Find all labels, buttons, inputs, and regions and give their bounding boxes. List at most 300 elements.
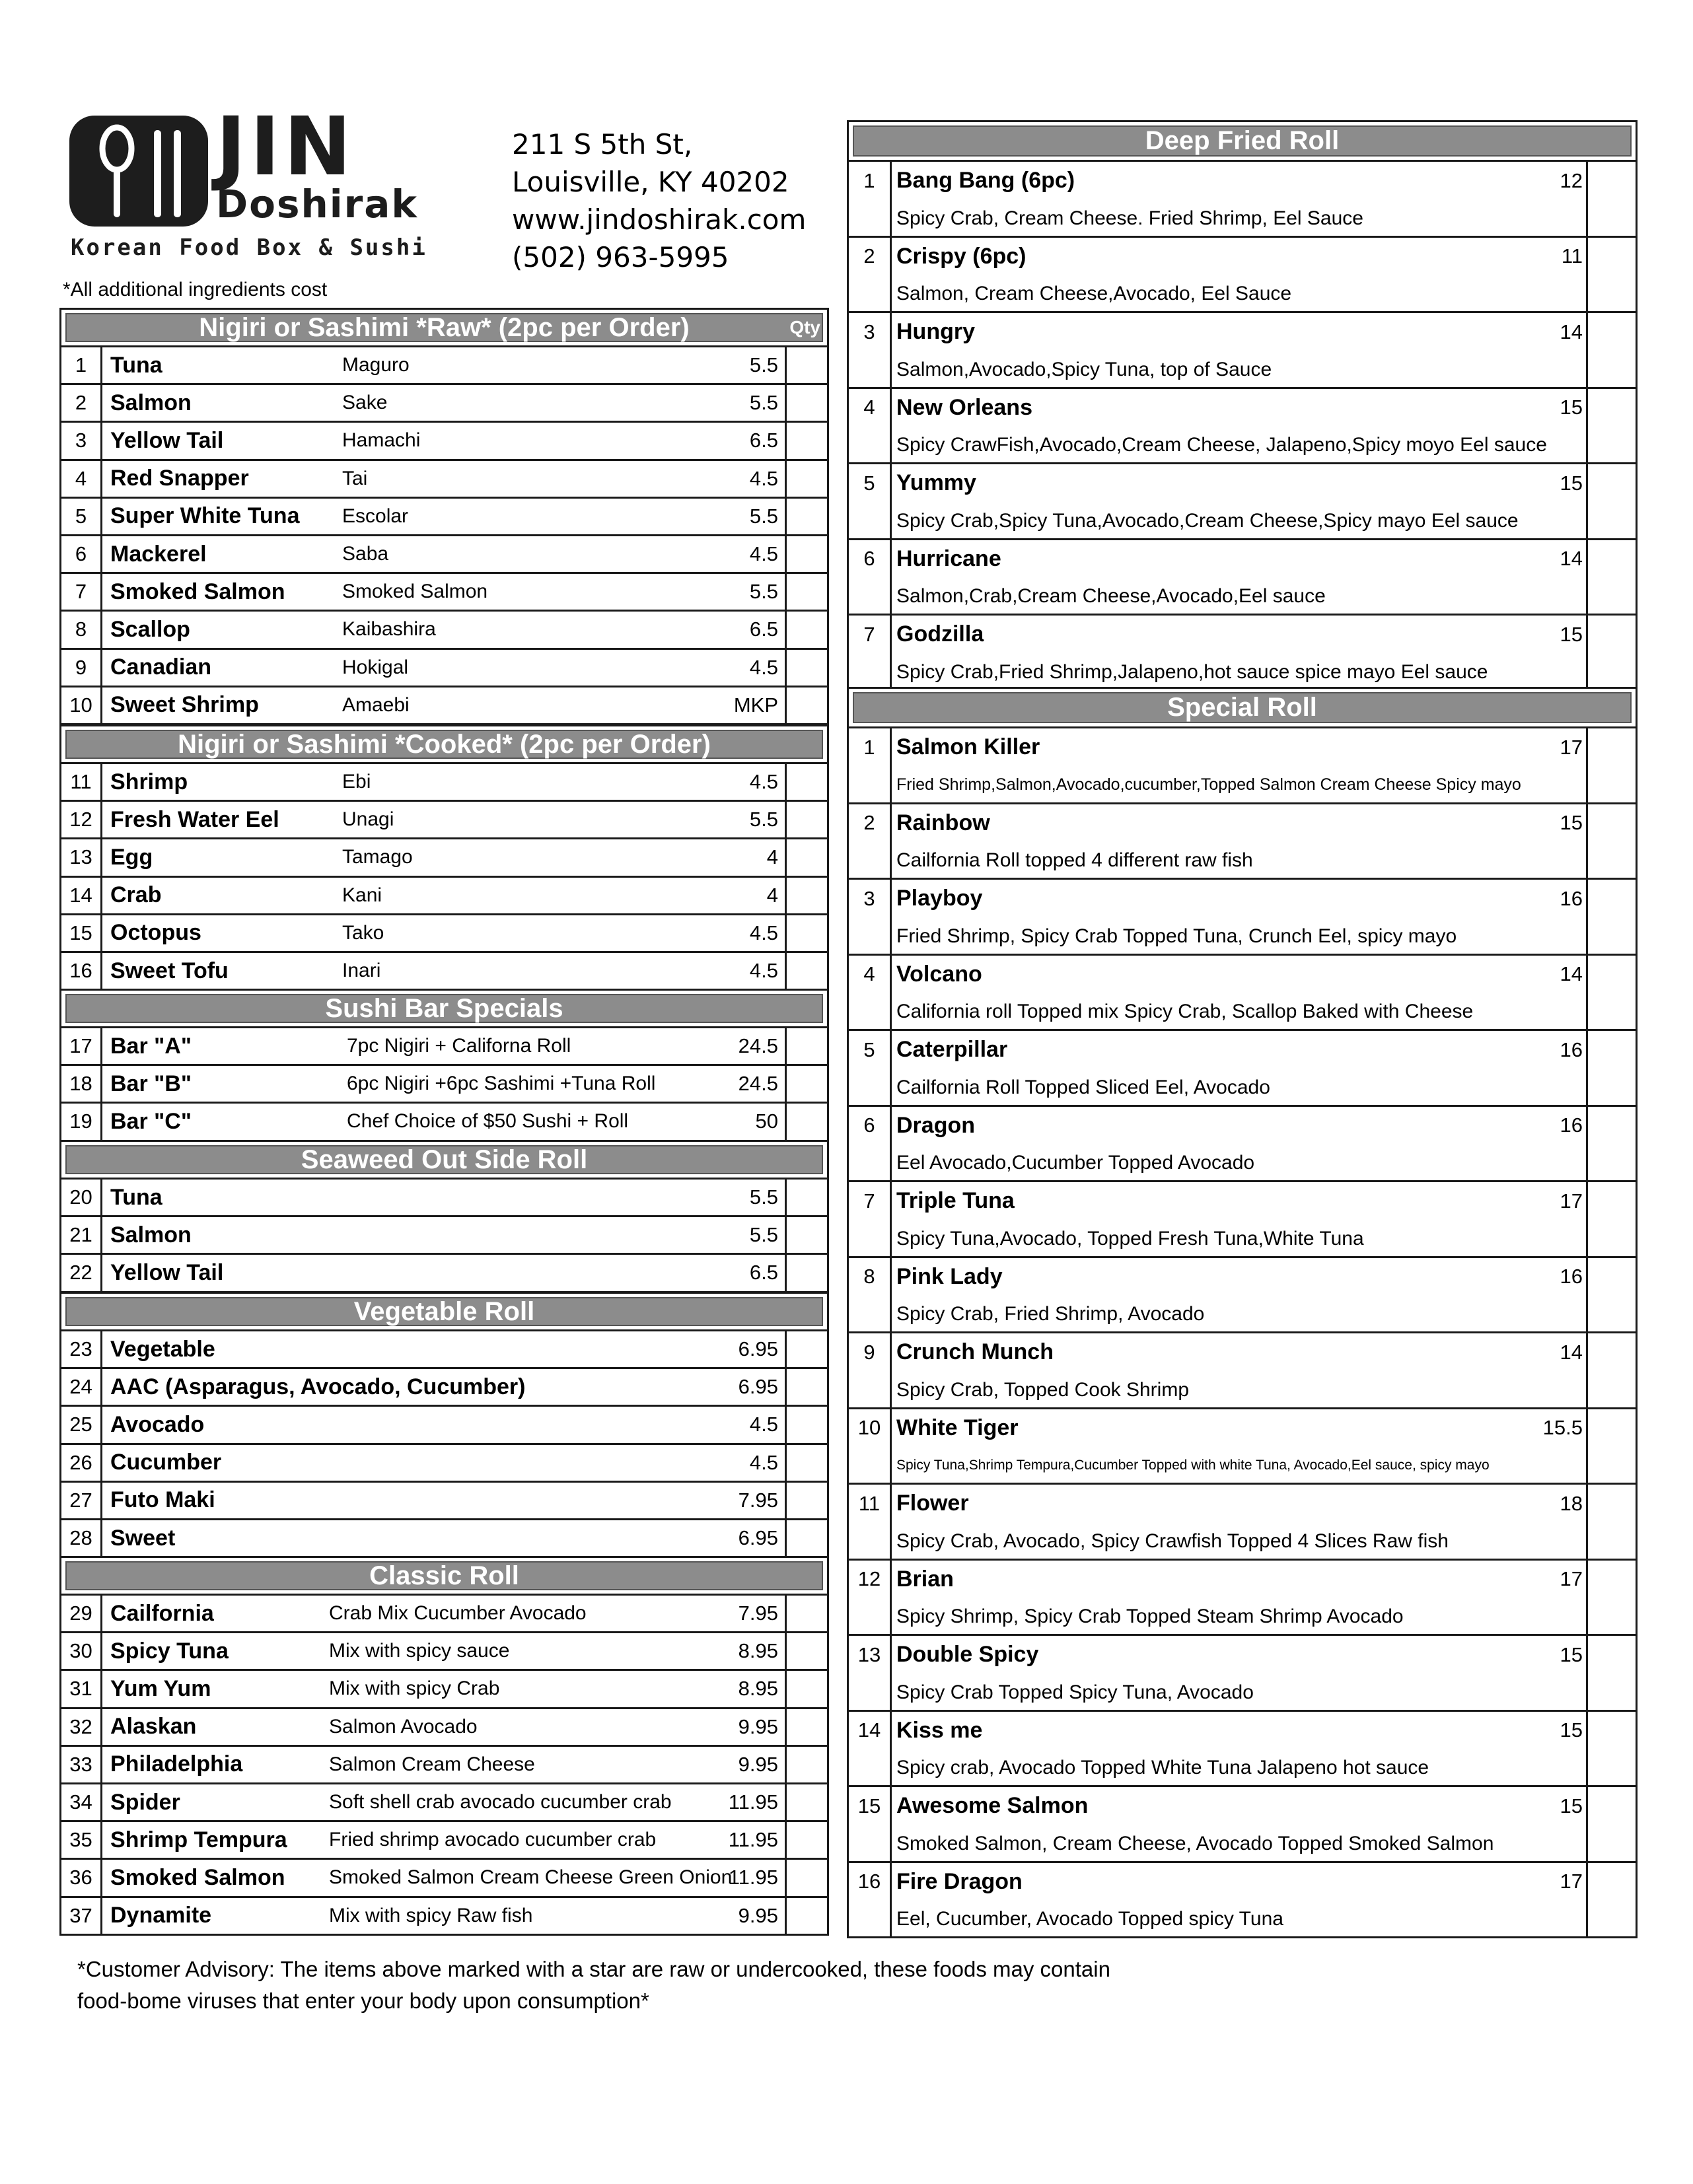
qty-cell[interactable] [785,1747,827,1782]
item-number: 33 [61,1747,102,1782]
section-title: Nigiri or Sashimi *Raw* (2pc per Order) [199,312,690,342]
item-name: Smoked Salmon [110,579,285,604]
item-price: 14 [1560,547,1583,570]
item-name: Super White Tuna [110,503,300,529]
item-name: Hungry [896,319,975,344]
menu-item-row [61,1407,827,1444]
item-number: 15 [857,1794,881,1817]
item-price: 5.5 [749,1185,778,1209]
item-name: Triple Tuna [896,1188,1015,1213]
item-description: Smoked Salmon Cream Cheese Green Onion [329,1866,733,1889]
item-price: 17 [1560,1870,1583,1893]
item-name: Tuna [110,1184,162,1210]
item-number: 3 [61,423,102,458]
item-price: 15 [1560,396,1583,419]
item-number: 7 [863,622,875,646]
item-description: Eel Avocado,Cucumber Topped Avocado [896,1152,1255,1174]
item-description: Spicy Crab,Fried Shrimp,Jalapeno,hot sauce spice mayo Eel sauce [896,660,1488,683]
item-description: Salmon Avocado [329,1715,478,1738]
menu-item-row [849,728,1636,804]
qty-cell[interactable] [1586,464,1636,538]
number-divider [890,313,892,387]
menu-item-row [61,1104,827,1141]
menu-item-row [61,1331,827,1369]
item-number: 13 [61,839,102,875]
menu-item-row [849,1712,1636,1788]
item-name: Volcano [896,961,982,987]
item-number: 25 [61,1407,102,1442]
menu-item-row [61,839,827,877]
item-price: 9.95 [738,1903,778,1927]
qty-cell[interactable] [1586,616,1636,689]
section-header [59,989,829,1028]
qty-cell[interactable] [785,1596,827,1631]
item-name: Crispy (6pc) [896,243,1027,269]
number-divider [890,1031,892,1105]
qty-cell[interactable] [1586,313,1636,387]
section-grid [847,728,1638,1938]
item-name: Red Snapper [110,466,249,491]
logo-tagline: Korean Food Box & Sushi [71,234,427,261]
qty-cell[interactable] [785,1671,827,1707]
item-name: New Orleans [896,394,1032,420]
item-price: 6.5 [749,617,778,641]
item-description: 6pc Nigiri +6pc Sashimi +Tuna Roll [347,1073,656,1095]
menu-item-row [849,389,1636,465]
item-number: 12 [61,802,102,837]
item-description: Fried shrimp avocado cucumber crab [329,1829,657,1851]
number-divider [890,1182,892,1256]
item-number: 30 [61,1633,102,1669]
number-divider [890,956,892,1030]
item-name: Yum Yum [110,1675,211,1701]
item-number: 27 [61,1483,102,1518]
item-price: 4.5 [749,770,778,794]
item-name: Alaskan [110,1714,197,1740]
qty-cell[interactable] [785,347,827,383]
item-number: 35 [61,1822,102,1858]
qty-cell[interactable] [1586,956,1636,1030]
qty-cell[interactable] [785,1217,827,1253]
item-name: Sweet Tofu [110,958,229,983]
item-name: Yellow Tail [110,427,224,453]
item-description: Spicy Crab Topped Spicy Tuna, Avocado [896,1681,1254,1703]
qty-cell[interactable] [785,1104,827,1139]
menu-item-row [61,423,827,460]
qty-cell[interactable] [785,1784,827,1820]
item-description: Fried Shrimp,Salmon,Avocado,cucumber,Topped Salmon Cream Cheese Spicy mayo [896,775,1521,794]
item-name: Brian [896,1566,954,1592]
item-price: 11.95 [728,1866,778,1889]
menu-item-row [61,1860,827,1897]
item-price: 5.5 [749,808,778,831]
item-description: Spicy Shrimp, Spicy Crab Topped Steam Shrimp Avocado [896,1605,1404,1627]
item-description: Ebi [342,771,371,793]
item-price: 8.95 [738,1639,778,1663]
item-price: 4.5 [749,655,778,679]
item-name: Dragon [896,1112,975,1138]
qty-cell[interactable] [785,1633,827,1669]
qty-cell[interactable] [1586,540,1636,614]
menu-item-row [849,1182,1636,1258]
item-price: 24.5 [738,1034,778,1058]
item-description: Tako [342,921,384,944]
item-description: Smoked Salmon, Cream Cheese, Avocado Topped Smoked Salmon [896,1832,1494,1854]
qty-cell[interactable] [785,536,827,572]
section-grid [59,1331,829,1558]
item-description: Cailfornia Roll topped 4 different raw fish [896,849,1253,871]
number-divider [890,238,892,312]
menu-item-row [849,540,1636,616]
item-description: Escolar [342,505,409,527]
item-description: Crab Mix Cucumber Avocado [329,1602,587,1625]
qty-cell[interactable] [785,1407,827,1442]
menu-item-row [61,1217,827,1255]
menu-item-row [61,499,827,536]
qty-cell[interactable] [785,839,827,875]
qty-cell[interactable] [1586,1485,1636,1559]
menu-item-row [849,464,1636,540]
item-description: Salmon,Crab,Cream Cheese,Avocado,Eel sauce [896,585,1326,607]
section-grid [59,1596,829,1936]
number-divider [890,616,892,689]
qty-cell[interactable] [785,687,827,723]
item-description: Spicy CrawFish,Avocado,Cream Cheese, Jalapeno,Spicy moyo Eel sauce [896,434,1547,456]
item-number: 11 [858,1491,881,1515]
item-name: Tuna [110,352,162,378]
item-description: Soft shell crab avocado cucumber crab [329,1791,672,1814]
item-number: 18 [61,1066,102,1102]
item-name: Bar "B" [110,1071,192,1096]
qty-cell[interactable] [785,915,827,951]
qty-cell[interactable] [1586,1561,1636,1635]
menu-item-row [849,162,1636,238]
item-number: 2 [61,385,102,421]
item-description: California roll Topped mix Spicy Crab, Scallop Baked with Cheese [896,1001,1474,1022]
menu-item-row [849,1333,1636,1409]
item-description: Spicy Tuna,Avocado, Topped Fresh Tuna,White Tuna [896,1227,1364,1250]
item-price: 11.95 [728,1790,778,1814]
item-number: 17 [61,1028,102,1064]
item-number: 7 [863,1189,875,1213]
section-title: Sushi Bar Specials [325,993,563,1023]
menu-item-row [61,1369,827,1407]
menu-item-row [61,1633,827,1671]
qty-cell[interactable] [1586,389,1636,463]
item-price: 4 [766,883,778,907]
logo-brand: JIN [216,100,355,194]
item-description: Saba [342,543,389,565]
qty-cell[interactable] [785,1445,827,1481]
item-name: Bar "A" [110,1033,192,1059]
section-title: Nigiri or Sashimi *Cooked* (2pc per Order) [178,729,711,759]
section-title: Deep Fried Roll [1145,126,1340,155]
menu-item-row [849,1107,1636,1183]
qty-cell[interactable] [785,1028,827,1064]
qty-cell[interactable] [1586,162,1636,236]
item-description: Salmon,Avocado,Spicy Tuna, top of Sauce [896,358,1272,380]
item-description: Kani [342,884,382,906]
number-divider [890,1485,892,1559]
item-name: Spider [110,1789,180,1815]
menu-item-row [849,956,1636,1032]
item-description: Eel, Cucumber, Avocado Topped spicy Tuna [896,1908,1283,1930]
menu-item-row [849,616,1636,691]
section-title: Vegetable Roll [353,1296,535,1326]
section-header [59,308,829,347]
qty-cell[interactable] [1586,1333,1636,1407]
qty-cell[interactable] [1586,880,1636,954]
item-price: 8.95 [738,1677,778,1701]
section-grid [847,162,1638,691]
item-price: 16 [1560,1038,1583,1061]
qty-cell[interactable] [1586,1107,1636,1181]
website[interactable]: www.jindoshirak.com [512,203,807,236]
item-description: Salmon, Cream Cheese,Avocado, Eel Sauce [896,283,1292,304]
item-description: Spicy Tuna,Shrimp Tempura,Cucumber Topped with white Tuna, Avocado,Eel sauce, spicy mayo [896,1458,1490,1473]
item-description: Mix with spicy Raw fish [329,1904,533,1926]
qty-cell[interactable] [1586,1636,1636,1710]
item-price: 5.5 [749,504,778,528]
item-number: 6 [61,536,102,572]
item-price: 16 [1560,1113,1583,1137]
customer-advisory: *Customer Advisory: The items above marked with a star are raw or undercooked, these foods may contain food-bome viruses that enter your body upon consumption* [77,1957,1110,2013]
section-header [847,120,1638,162]
qty-cell[interactable] [1586,804,1636,878]
number-divider [890,1712,892,1786]
item-name: Playboy [896,886,983,911]
menu-item-row [61,1822,827,1860]
section-header [59,724,829,764]
menu-item-row [61,802,827,839]
item-price: MKP [733,693,778,717]
qty-cell[interactable] [785,764,827,800]
item-name: Octopus [110,920,201,946]
item-name: Crab [110,882,162,908]
item-name: Kiss me [896,1717,983,1743]
qty-cell[interactable] [1586,238,1636,312]
item-name: Salmon [110,390,192,415]
item-price: 4.5 [749,466,778,490]
qty-cell[interactable] [785,423,827,458]
item-name: Mackerel [110,541,207,567]
item-number: 1 [61,347,102,383]
item-name: Caterpillar [896,1037,1008,1062]
item-description: Tamago [342,846,413,868]
menu-item-row [61,536,827,574]
item-description: Hamachi [342,429,421,452]
item-number: 22 [61,1255,102,1290]
item-price: 5.5 [749,353,778,377]
menu-item-row [849,238,1636,314]
item-description: Cailfornia Roll Topped Sliced Eel, Avocado [896,1076,1270,1098]
qty-column-label: Qty [789,317,820,337]
qty-cell[interactable] [785,574,827,610]
menu-item-row [849,1863,1636,1939]
qty-cell[interactable] [785,385,827,421]
item-number: 20 [61,1180,102,1215]
item-description: Mix with spicy Crab [329,1677,500,1700]
item-name: Fire Dragon [896,1868,1023,1894]
qty-cell[interactable] [785,1331,827,1367]
number-divider [890,389,892,463]
item-number: 28 [61,1520,102,1556]
section-header [59,1292,829,1331]
item-number: 9 [863,1340,875,1364]
menu-item-row [61,687,827,725]
qty-cell[interactable] [785,1709,827,1745]
menu-item-row [61,1898,827,1936]
item-number: 8 [863,1265,875,1288]
item-name: Cailfornia [110,1600,214,1626]
item-number: 31 [61,1671,102,1707]
menu-item-row [61,1180,827,1217]
item-price: 17 [1560,1567,1583,1590]
qty-cell[interactable] [785,461,827,497]
section-grid [59,1180,829,1293]
menu-item-row [61,612,827,649]
menu-item-row [61,764,827,802]
item-number: 4 [863,962,875,985]
qty-cell[interactable] [785,1822,827,1858]
item-number: 1 [863,735,875,759]
item-price: 4.5 [749,1450,778,1474]
item-price: 5.5 [749,580,778,604]
logo [69,100,427,267]
item-number: 10 [857,1416,881,1439]
qty-cell[interactable] [785,1898,827,1934]
item-price: 15.5 [1542,1416,1583,1439]
item-description: Tai [342,467,368,489]
item-description: Spicy crab, Avocado Topped White Tuna Jalapeno hot sauce [896,1757,1429,1779]
qty-cell[interactable] [1586,1787,1636,1861]
item-number: 11 [61,764,102,800]
item-price: 7.95 [738,1488,778,1512]
item-number: 5 [61,499,102,534]
qty-cell[interactable] [785,650,827,686]
menu-item-row [61,1255,827,1292]
qty-cell[interactable] [785,1255,827,1290]
item-price: 5.5 [749,391,778,415]
qty-cell[interactable] [1586,1409,1636,1483]
item-number: 36 [61,1860,102,1895]
item-name: Egg [110,844,153,870]
item-number: 34 [61,1784,102,1820]
qty-cell[interactable] [1586,1712,1636,1786]
item-number: 4 [61,461,102,497]
number-divider [890,162,892,236]
item-description: Spicy Crab, Cream Cheese. Fried Shrimp, Eel Sauce [896,207,1363,229]
menu-item-row [61,1520,827,1558]
menu-item-row [849,1258,1636,1334]
item-price: 15 [1560,1642,1583,1666]
section-grid [59,1028,829,1142]
item-price: 4.5 [749,921,778,944]
menu-item-row [61,650,827,687]
menu-item-row [61,1066,827,1104]
address-line2: Louisville, KY 40202 [512,166,789,198]
item-description: Maguro [342,354,410,376]
qty-cell[interactable] [785,802,827,837]
section-header [59,1556,829,1596]
section-header [59,1140,829,1180]
qty-cell[interactable] [785,1860,827,1895]
qty-cell[interactable] [785,878,827,913]
qty-cell[interactable] [1586,1182,1636,1256]
qty-cell[interactable] [1586,1031,1636,1105]
item-price: 50 [755,1110,778,1133]
item-number: 3 [863,320,875,343]
qty-cell[interactable] [1586,1863,1636,1937]
qty-cell[interactable] [785,1520,827,1556]
item-number: 14 [61,878,102,913]
qty-cell[interactable] [1586,1258,1636,1332]
qty-cell[interactable] [785,612,827,647]
item-price: 15 [1560,622,1583,646]
qty-cell[interactable] [785,1180,827,1215]
menu-item-row [61,1596,827,1633]
item-price: 17 [1560,735,1583,759]
number-divider [890,880,892,954]
section-grid [59,347,829,725]
menu-item-row [849,804,1636,880]
item-name: Canadian [110,654,212,680]
item-description: Sake [342,392,388,414]
item-price: 18 [1560,1491,1583,1515]
item-price: 24.5 [738,1072,778,1096]
item-name: Shrimp [110,769,188,794]
phone[interactable]: (502) 963-5995 [512,241,729,273]
item-number: 4 [863,396,875,419]
item-description: Spicy Crab,Spicy Tuna,Avocado,Cream Cheese,Spicy mayo Eel sauce [896,509,1519,532]
number-divider [890,1107,892,1181]
menu-item-row [61,347,827,385]
item-number: 32 [61,1709,102,1745]
item-description: Chef Choice of $50 Sushi + Roll [347,1110,629,1133]
item-name: Sweet Shrimp [110,692,259,718]
item-description: Inari [342,960,381,982]
qty-cell[interactable] [785,953,827,989]
address-block [512,125,806,276]
item-name: Salmon [110,1222,192,1248]
item-price: 14 [1560,320,1583,343]
item-number: 15 [61,915,102,951]
menu-item-row [61,1784,827,1822]
item-price: 16 [1560,886,1583,910]
item-number: 16 [61,953,102,989]
item-price: 9.95 [738,1714,778,1738]
qty-cell[interactable] [785,1369,827,1405]
item-description: Hokigal [342,656,409,678]
qty-cell[interactable] [785,499,827,534]
menu-item-row [61,1747,827,1784]
item-number: 29 [61,1596,102,1631]
item-number: 24 [61,1369,102,1405]
item-description: Mix with spicy sauce [329,1640,510,1662]
item-description: Spicy Crab, Topped Cook Shrimp [896,1378,1189,1401]
qty-cell[interactable] [1586,728,1636,802]
item-number: 21 [61,1217,102,1253]
item-number: 23 [61,1331,102,1367]
number-divider [890,1561,892,1635]
number-divider [890,1636,892,1710]
qty-cell[interactable] [785,1066,827,1102]
item-description: 7pc Nigiri + Californa Roll [347,1035,571,1057]
item-price: 4 [766,845,778,869]
item-price: 6.95 [738,1337,778,1361]
item-price: 15 [1560,471,1583,495]
qty-cell[interactable] [785,1483,827,1518]
